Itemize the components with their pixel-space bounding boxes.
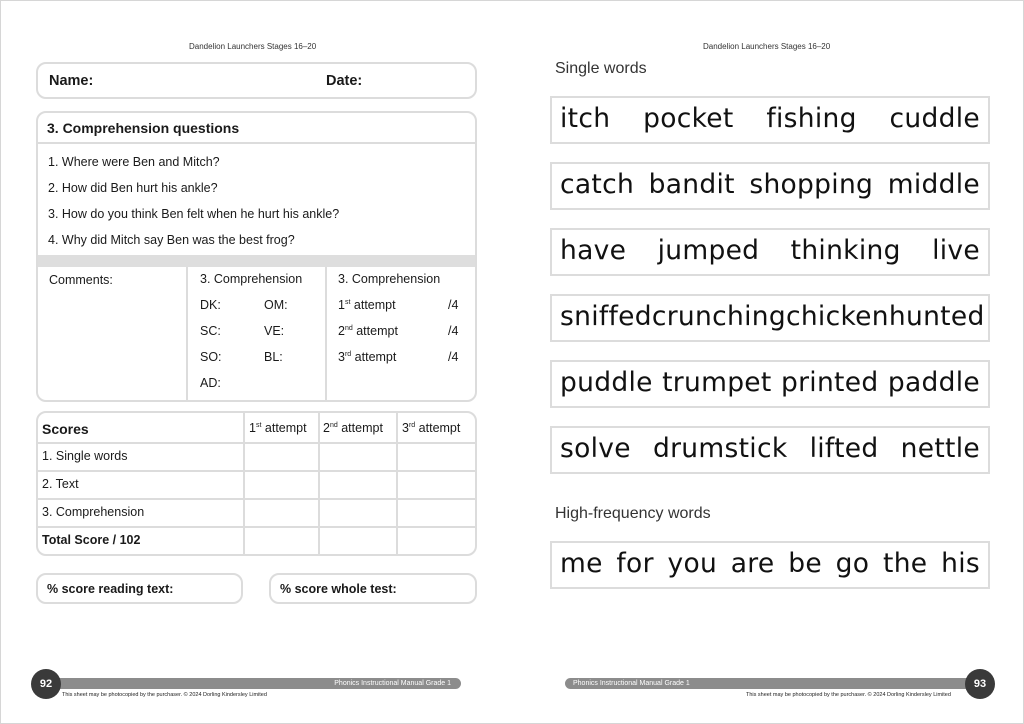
attempt-1-label: 1st attempt [338, 298, 396, 312]
code-dk: DK: [200, 298, 221, 312]
question-2: 2. How did Ben hurt his ankle? [48, 181, 218, 195]
code-ad: AD: [200, 376, 221, 390]
divider [38, 526, 475, 528]
code-sc: SC: [200, 324, 221, 338]
left-page [1, 1, 513, 724]
hf-word: you [667, 547, 718, 579]
divider [38, 470, 475, 472]
word: sniffed [560, 300, 652, 332]
footer-bar [565, 678, 985, 689]
word: jumped [657, 234, 760, 266]
table-row: 3. Comprehension [42, 505, 145, 519]
word: puddle [560, 366, 653, 398]
question-1: 1. Where were Ben and Mitch? [48, 155, 220, 169]
word: pocket [643, 102, 734, 134]
attempt-3-score: /4 [448, 350, 459, 364]
name-label: Name: [49, 73, 94, 89]
word-row [550, 426, 990, 474]
word: printed [780, 366, 879, 398]
word: cuddle [889, 102, 980, 134]
column-header: 2nd attempt [323, 421, 383, 435]
attempt-3-label: 3rd attempt [338, 350, 397, 364]
section-band [38, 255, 475, 267]
word-row [550, 294, 990, 342]
table-row: 1. Single words [42, 449, 128, 463]
hf-word: the [883, 547, 928, 579]
column-header: 3rd attempt [402, 421, 461, 435]
divider [396, 413, 398, 554]
word: drumstick [652, 432, 788, 464]
right-page [513, 1, 1024, 724]
scores-header: Scores [42, 421, 89, 437]
name-date-box [36, 62, 477, 99]
divider [325, 267, 327, 400]
word: crunching [651, 300, 786, 332]
code-so: SO: [200, 350, 222, 364]
column-header: 1st attempt [249, 421, 307, 435]
scores-table [36, 411, 477, 556]
attempts-heading: 3. Comprehension [338, 272, 441, 286]
page-number: 93 [965, 669, 995, 699]
right-running-head: Dandelion Launchers Stages 16–20 [703, 42, 831, 51]
word: shopping [749, 168, 874, 200]
table-row: 2. Text [42, 477, 79, 491]
word: nettle [900, 432, 980, 464]
word-row [550, 228, 990, 276]
divider [38, 142, 475, 144]
word: have [560, 234, 627, 266]
hf-word: go [835, 547, 870, 579]
hf-word: me [560, 547, 603, 579]
word: live [932, 234, 980, 266]
date-label: Date: [326, 73, 363, 89]
question-4: 4. Why did Mitch say Ben was the best frog? [48, 233, 295, 247]
pct-reading-text-label: % score reading text: [47, 582, 174, 596]
word-row [550, 96, 990, 144]
hf-word: for [616, 547, 654, 579]
hf-word: are [730, 547, 775, 579]
pct-whole-test-box [269, 573, 477, 604]
word: chicken [785, 300, 889, 332]
comprehension-title: 3. Comprehension questions [47, 120, 240, 136]
code-om: OM: [264, 298, 288, 312]
question-3: 3. How do you think Ben felt when he hurt his ankle? [48, 207, 340, 221]
word: solve [560, 432, 631, 464]
comprehension-box [36, 111, 477, 402]
divider [243, 413, 245, 554]
comments-label: Comments: [49, 273, 113, 287]
single-words-heading: Single words [555, 60, 647, 77]
word: trumpet [662, 366, 772, 398]
divider [38, 498, 475, 500]
pct-reading-text-box [36, 573, 243, 604]
pct-whole-test-label: % score whole test: [280, 582, 397, 596]
divider [38, 442, 475, 444]
divider [186, 267, 188, 400]
footer-bar [45, 678, 461, 689]
hf-words-heading: High-frequency words [555, 505, 711, 522]
word-row [550, 360, 990, 408]
footer-bar-text: Phonics Instructional Manual Grade 1 [334, 680, 451, 687]
page-number: 92 [31, 669, 61, 699]
code-bl: BL: [264, 350, 283, 364]
word: catch [560, 168, 635, 200]
codes-heading: 3. Comprehension [200, 272, 303, 286]
attempt-2-score: /4 [448, 324, 459, 338]
word: bandit [648, 168, 735, 200]
word: lifted [809, 432, 879, 464]
divider [318, 413, 320, 554]
footer-note: This sheet may be photocopied by the purchaser. © 2024 Dorling Kindersley Limited [746, 692, 951, 698]
word: paddle [887, 366, 980, 398]
word: itch [560, 102, 611, 134]
attempt-1-score: /4 [448, 298, 459, 312]
total-score-row: Total Score / 102 [42, 533, 141, 547]
hf-word-row [550, 541, 990, 589]
word-row [550, 162, 990, 210]
word: middle [887, 168, 980, 200]
code-ve: VE: [264, 324, 285, 338]
attempt-2-label: 2nd attempt [338, 324, 398, 338]
hf-word: be [788, 547, 822, 579]
word: thinking [790, 234, 901, 266]
left-running-head: Dandelion Launchers Stages 16–20 [189, 42, 317, 51]
hf-word: his [941, 547, 980, 579]
footer-bar-text: Phonics Instructional Manual Grade 1 [573, 680, 690, 687]
word: hunted [888, 300, 985, 332]
footer-note: This sheet may be photocopied by the purchaser. © 2024 Dorling Kindersley Limited [62, 692, 267, 698]
word: fishing [766, 102, 857, 134]
